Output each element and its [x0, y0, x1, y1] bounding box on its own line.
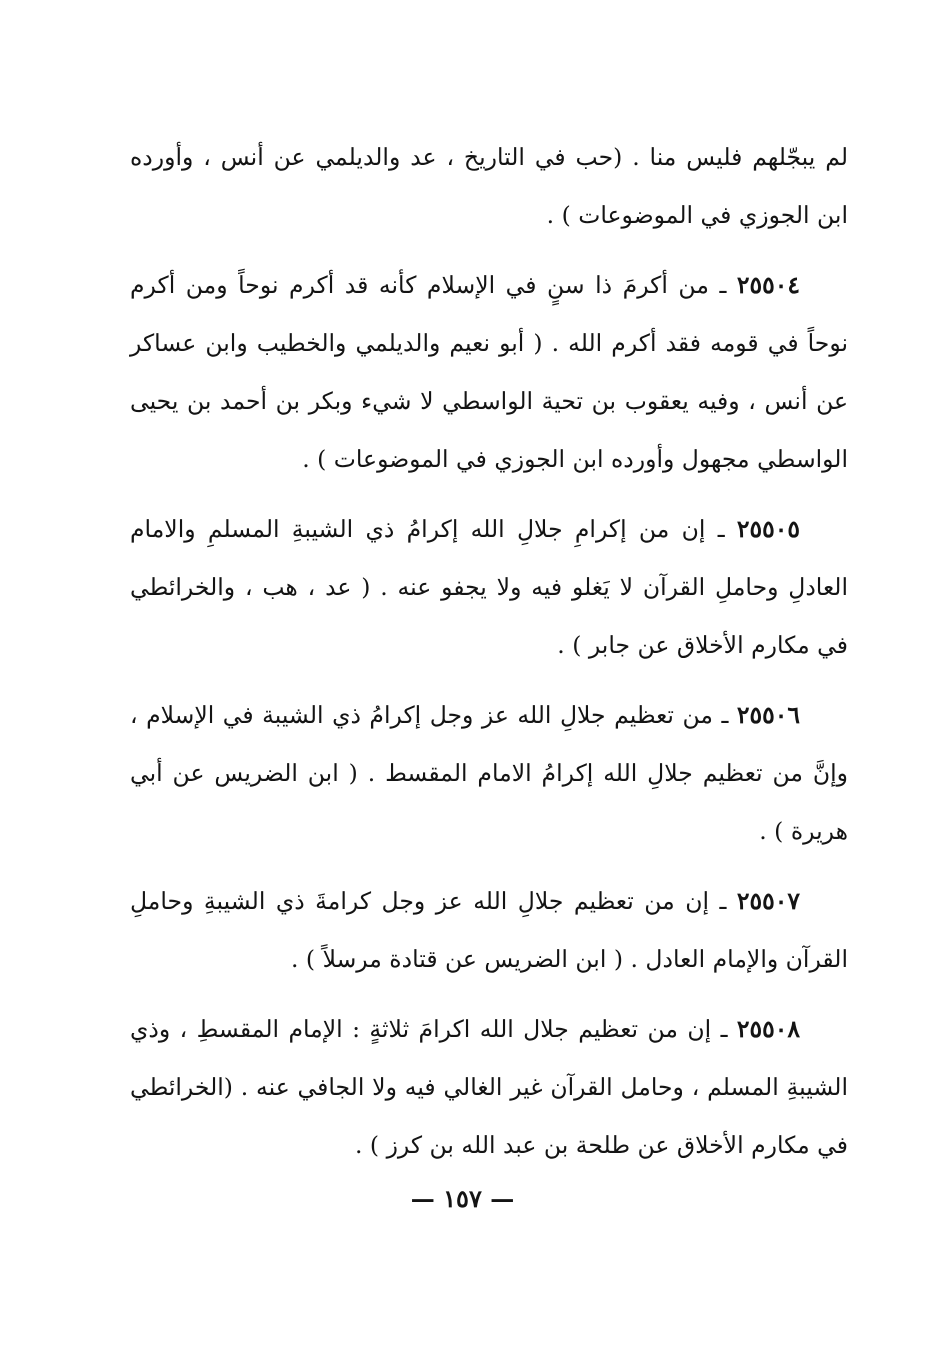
number-separator: ـ [708, 271, 737, 299]
number-separator: ـ [705, 515, 737, 543]
paragraph-text: لم يبجّلهم فليس منا . (حب في التاريخ ، عد والديلمي عن أنس ، وأورده ابن الجوزي في الموضوعات ) . [130, 143, 848, 229]
hadith-25505 [130, 500, 848, 674]
paragraph-text: إن من تعظيم جلالِ الله عز وجل كرامةَ ذي الشيبةِ وحاملِ القرآن والإمام العادل . ( ابن الضريس عن قتادة مرسلاً ) . [130, 887, 848, 973]
hadith-number: ٢٥٥٠٦ [736, 701, 800, 729]
hadith-25508 [130, 1000, 848, 1174]
hadith-number: ٢٥٥٠٤ [736, 271, 801, 299]
hadith-number: ٢٥٥٠٧ [736, 887, 800, 915]
paragraph-text: إن من تعظيم جلال الله اكرامَ ثلاثةٍ : الإمام المقسطِ ، وذي الشيبةِ المسلم ، وحامل القرآن غير الغالي فيه ولا الجافي عنه . (الخرائطي في مكارم الأخلاق عن طلحة بن عبد الله بن كرز ) . [130, 1015, 848, 1159]
hadith-25504 [130, 256, 848, 488]
number-separator: ـ [711, 1015, 737, 1043]
hadith-25507 [130, 872, 848, 988]
number-separator: ـ [709, 887, 737, 915]
page-body [130, 128, 848, 1186]
paragraph-continuation [130, 128, 848, 244]
page-number-dash-right: — [490, 1184, 515, 1213]
paragraph-text: إن من إكرامِ جلالِ الله إكرامُ ذي الشيبةِ المسلمِ والامام العادلِ وحاملِ القرآن لا يَغلو فيه ولا يجفو عنه . ( عد ، هب ، والخرائطي في مكارم الأخلاق عن جابر ) . [130, 515, 848, 659]
hadith-number: ٢٥٥٠٥ [736, 515, 800, 543]
page-number: ١٥٧ [443, 1184, 482, 1213]
paragraph-text: من أكرمَ ذا سنٍ في الإسلام كأنه قد أكرم نوحاً ومن أكرم نوحاً في قومه فقد أكرم الله . ( أبو نعيم والديلمي والخطيب وابن عساكر عن أنس ، وفيه يعقوب بن تحية الواسطي لا شيء وبكر بن أحمد بن يحيى الواسطي مجهول وأورده ابن الجوزي في الموضوعات ) . [130, 271, 848, 473]
page-number-dash-left: — [410, 1184, 435, 1213]
number-separator: ـ [712, 701, 737, 729]
paragraph-text: من تعظيم جلالِ الله عز وجل إكرامُ ذي الشيبة في الإسلام ، وإنَّ من تعظيم جلالِ الله إكرامُ الامام المقسط . ( ابن الضريس عن أبي هريرة ) . [130, 701, 848, 845]
page-number-footer [0, 1184, 925, 1213]
hadith-number: ٢٥٥٠٨ [736, 1015, 800, 1043]
hadith-25506 [130, 686, 848, 860]
